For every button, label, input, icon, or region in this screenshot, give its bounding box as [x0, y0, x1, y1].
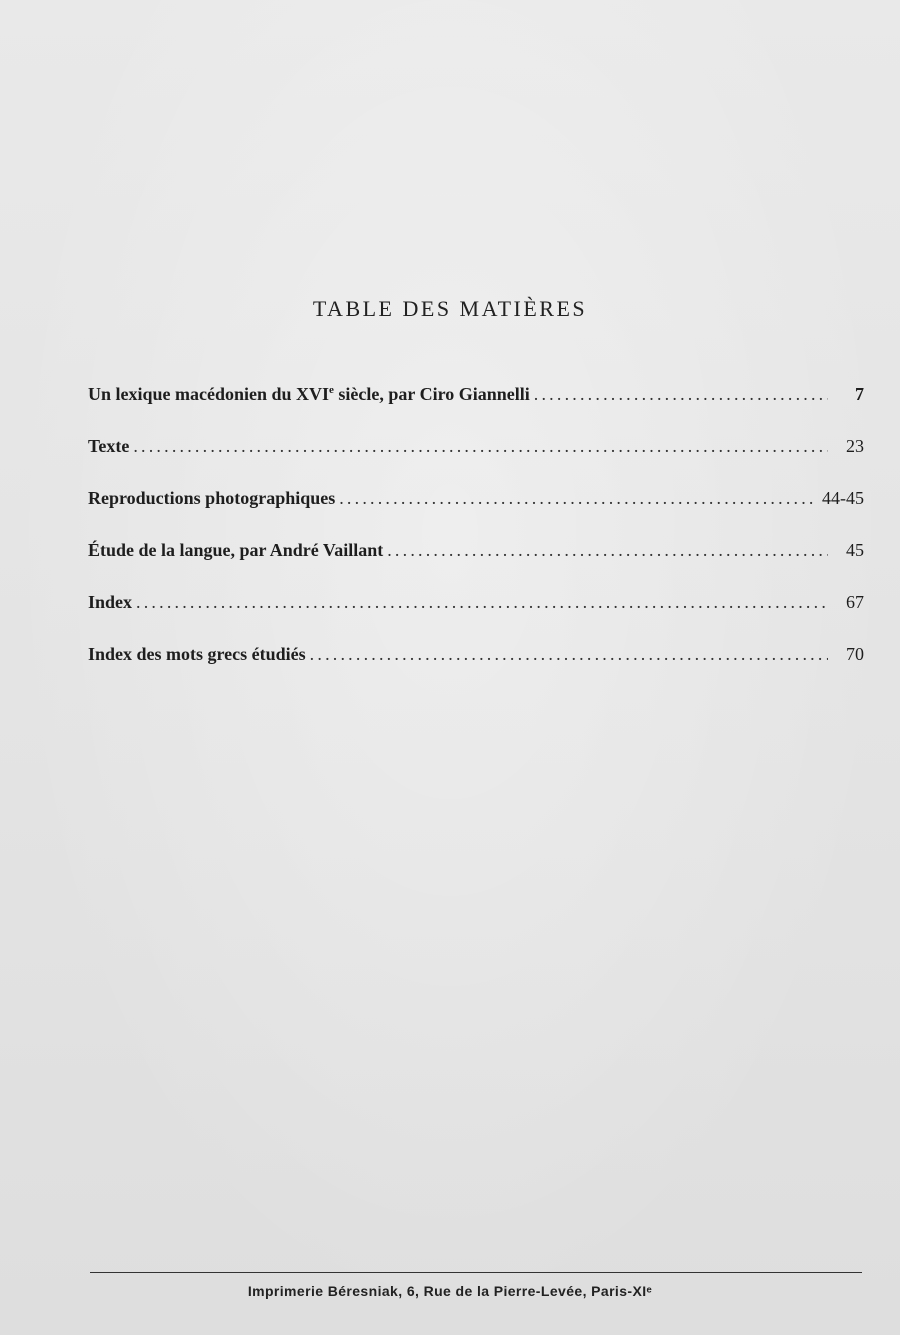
dot-leader — [136, 592, 828, 613]
toc-entry-page: 67 — [846, 592, 864, 612]
toc-entry — [88, 488, 864, 540]
toc-entry — [88, 436, 864, 488]
printer-imprint: Imprimerie Béresniak, 6, Rue de la Pierre-Levée, Paris-XIᵉ — [247, 1283, 653, 1299]
toc-entry-label: Index des mots grecs étudiés — [88, 644, 306, 664]
toc-entry-label: Texte — [88, 436, 130, 456]
footer-rule — [90, 1272, 862, 1273]
toc-entry-page: 45 — [846, 540, 864, 560]
dot-leader — [310, 644, 828, 665]
toc-entry-page: 70 — [846, 644, 864, 664]
toc-entry — [88, 384, 864, 436]
toc-entry — [88, 592, 864, 644]
toc-entry — [88, 644, 864, 696]
toc-entry-label: Index — [88, 592, 133, 612]
toc-entry-page: 23 — [846, 436, 864, 456]
toc-entry-label: Étude de la langue, par André Vaillant — [88, 540, 384, 560]
toc-entry-page: 7 — [855, 384, 864, 404]
dot-leader — [534, 384, 828, 405]
toc-entry-label: Un lexique macédonien du XVIe siècle, par Ciro Giannelli — [88, 384, 530, 404]
dot-leader — [133, 436, 828, 457]
dot-leader — [339, 488, 816, 509]
toc-entry-page: 44-45 — [822, 488, 864, 508]
table-of-contents — [88, 384, 864, 696]
dot-leader — [387, 540, 828, 561]
page-title: TABLE DES MATIÈRES — [312, 296, 588, 321]
toc-entry — [88, 540, 864, 592]
toc-entry-label: Reproductions photographiques — [88, 488, 336, 508]
